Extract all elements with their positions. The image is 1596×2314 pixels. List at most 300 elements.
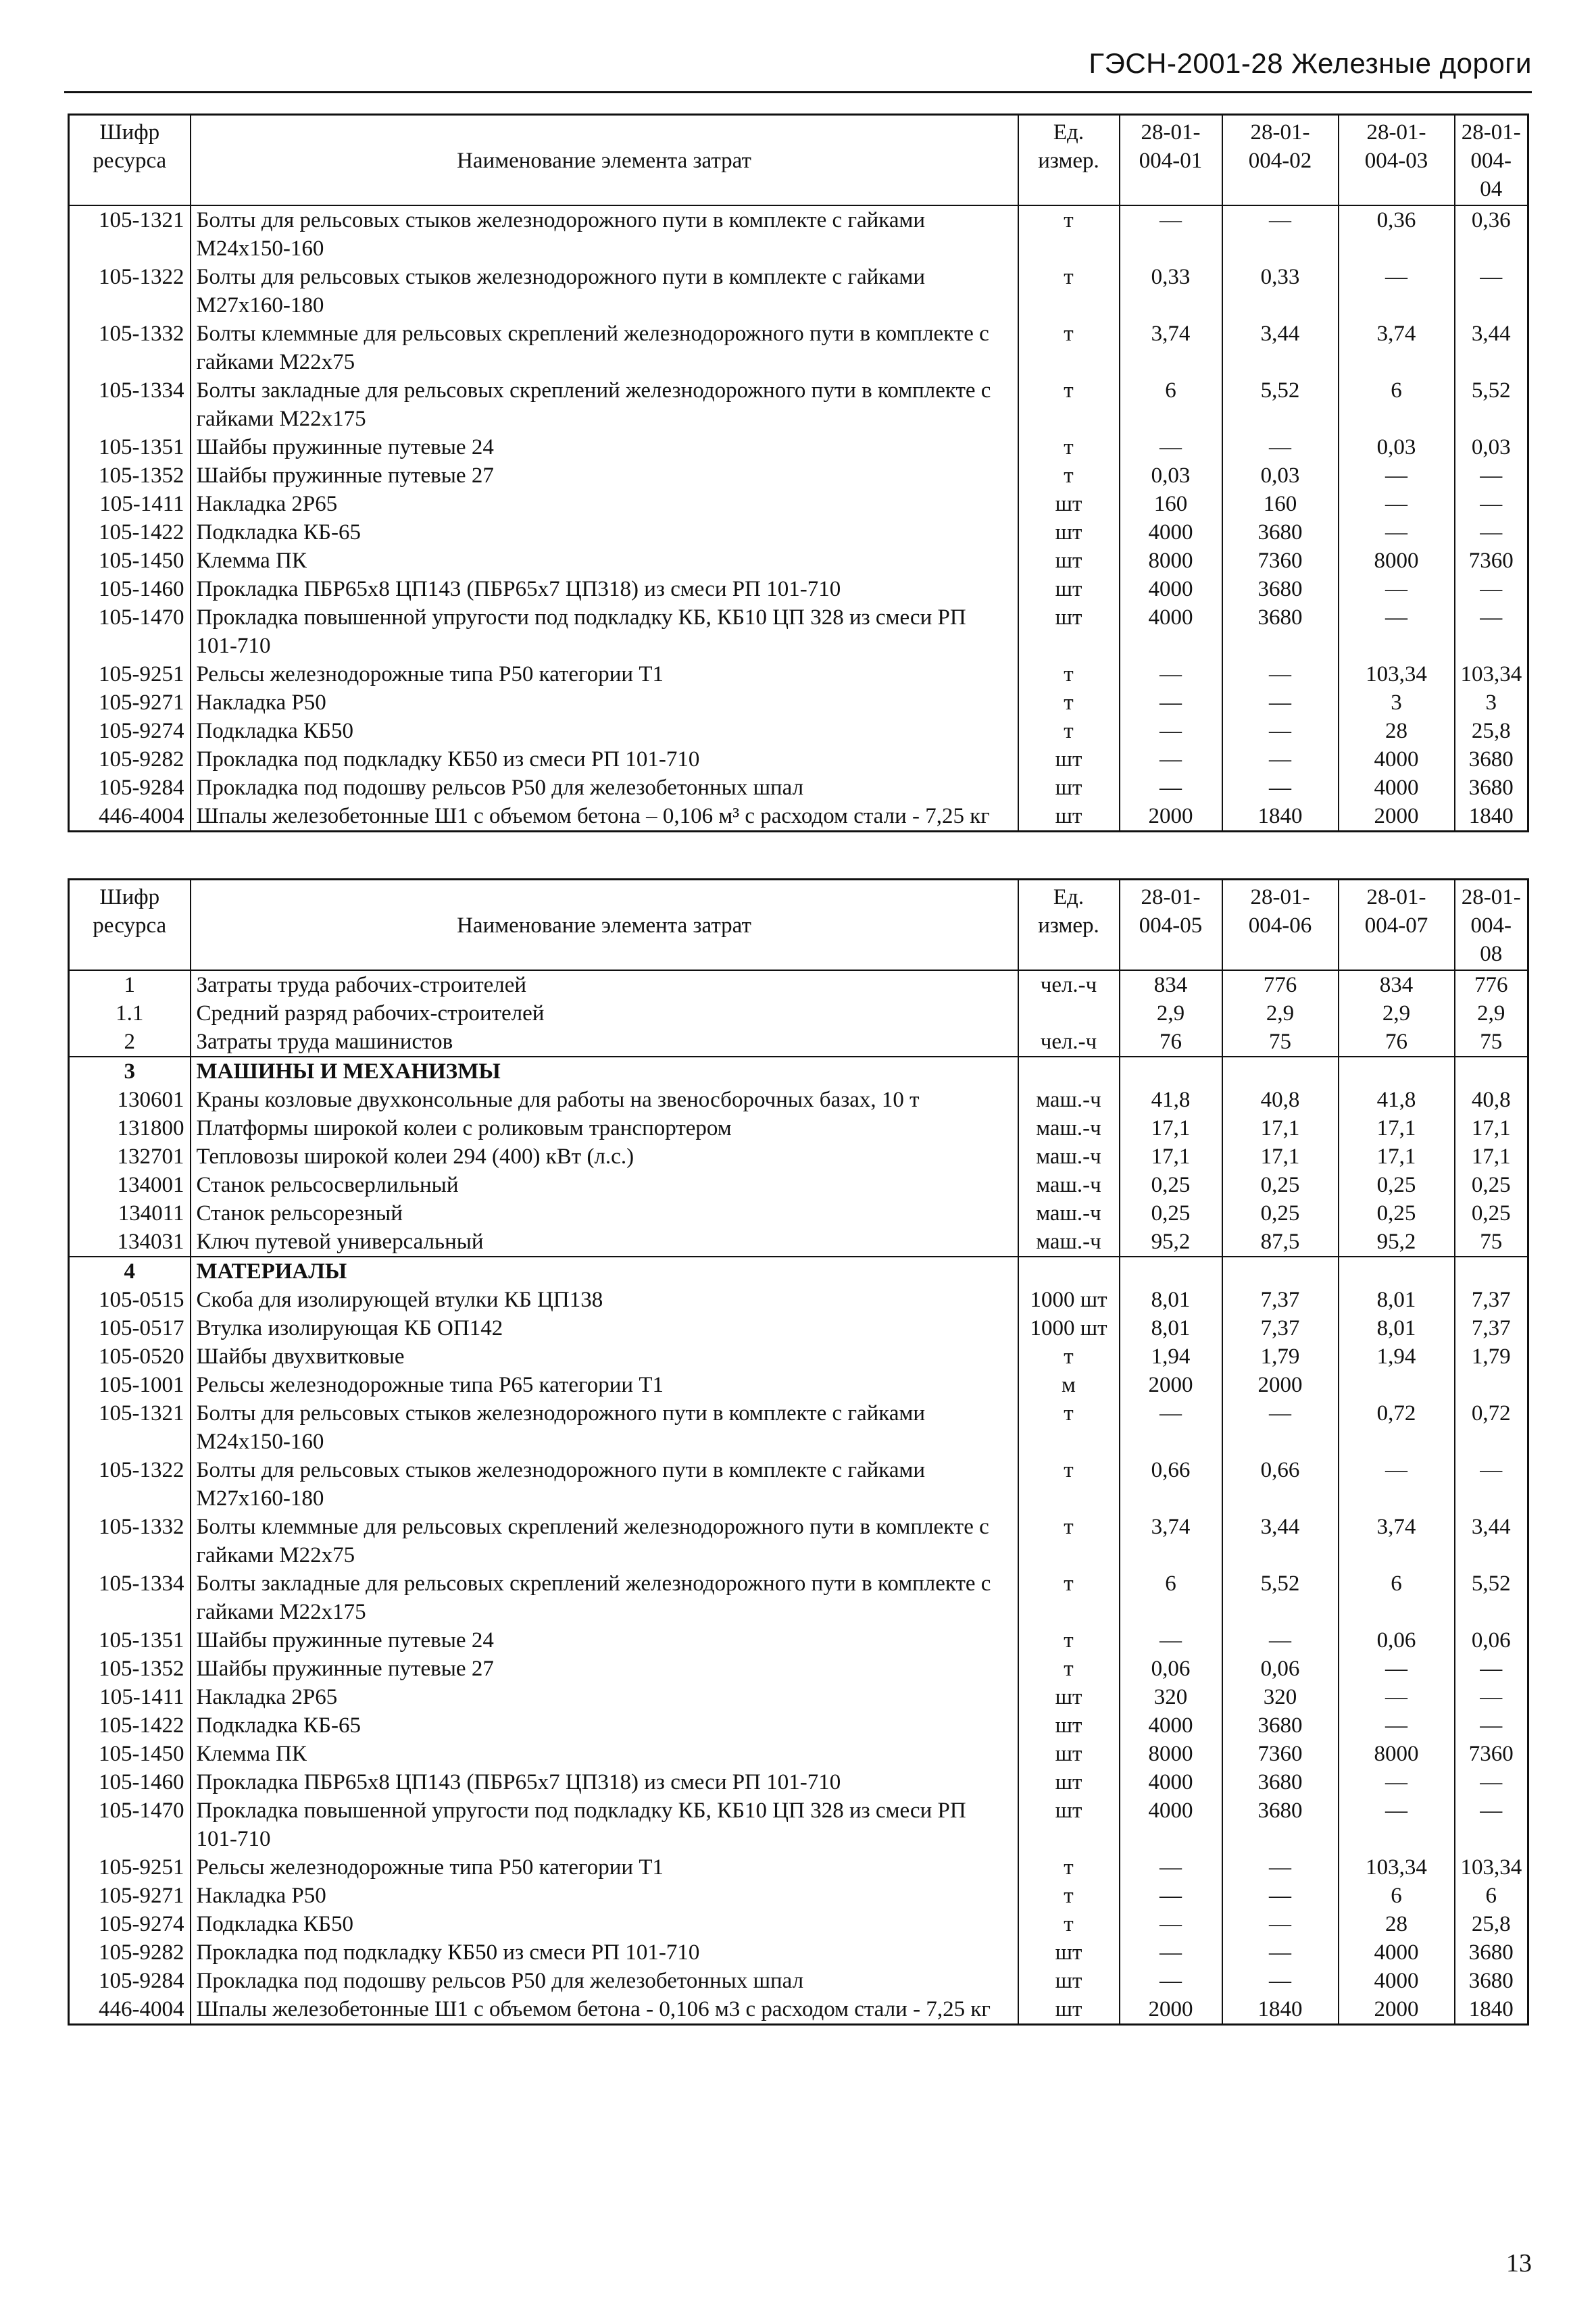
cell-value-4: 3680 bbox=[1455, 1967, 1528, 1995]
cell-value-2: 17,1 bbox=[1222, 1142, 1339, 1171]
cell-value-4: 776 bbox=[1455, 970, 1528, 999]
cell-value-2: — bbox=[1222, 1399, 1339, 1456]
cell-value-1: 2000 bbox=[1120, 1371, 1222, 1399]
cell-value-3 bbox=[1339, 1371, 1455, 1399]
cell-value-4: 3,44 bbox=[1455, 1513, 1528, 1569]
header-code: Шифр ресурса bbox=[69, 880, 191, 971]
cell-value-4: 0,25 bbox=[1455, 1171, 1528, 1199]
cell-unit: 1000 шт bbox=[1018, 1286, 1120, 1314]
cell-value-3: 2000 bbox=[1339, 802, 1455, 832]
cell-unit: т bbox=[1018, 1655, 1120, 1683]
header-col-1: 28-01- 004-01 bbox=[1120, 115, 1222, 206]
cell-code: 105-9271 bbox=[69, 688, 191, 717]
cell-unit bbox=[1018, 1257, 1120, 1286]
cell-value-1: 4000 bbox=[1120, 1711, 1222, 1740]
table-row bbox=[69, 320, 1528, 376]
cell-name: Скоба для изолирующей втулки КБ ЦП138 bbox=[191, 1286, 1018, 1314]
cell-value-3: 6 bbox=[1339, 376, 1455, 433]
cell-value-2: 0,03 bbox=[1222, 461, 1339, 490]
table-row bbox=[69, 1257, 1528, 1286]
cell-value-4 bbox=[1455, 1257, 1528, 1286]
cell-value-1: 8000 bbox=[1120, 547, 1222, 575]
cell-value-4: — bbox=[1455, 263, 1528, 320]
cell-unit bbox=[1018, 999, 1120, 1028]
cell-unit: маш.-ч bbox=[1018, 1171, 1120, 1199]
cell-value-2: 75 bbox=[1222, 1028, 1339, 1057]
cell-name: Клемма ПК bbox=[191, 547, 1018, 575]
cell-value-3: 2000 bbox=[1339, 1995, 1455, 2025]
cell-value-2: 0,06 bbox=[1222, 1655, 1339, 1683]
cell-value-2: 3680 bbox=[1222, 518, 1339, 547]
table-row bbox=[69, 1114, 1528, 1142]
header-rule bbox=[64, 91, 1532, 93]
cell-name: Болты клеммные для рельсовых скреплений железнодорожного пути в комплекте с гайками М22х75 bbox=[191, 1513, 1018, 1569]
table-row bbox=[69, 433, 1528, 461]
cell-value-2: 7,37 bbox=[1222, 1314, 1339, 1342]
cell-value-3: — bbox=[1339, 1655, 1455, 1683]
cell-unit: т bbox=[1018, 1853, 1120, 1882]
cell-value-4: 3680 bbox=[1455, 745, 1528, 774]
cell-value-1: 3,74 bbox=[1120, 1513, 1222, 1569]
cell-code: 105-1450 bbox=[69, 547, 191, 575]
cell-value-2: 3680 bbox=[1222, 1796, 1339, 1853]
cell-value-3: — bbox=[1339, 575, 1455, 603]
cell-value-3: — bbox=[1339, 603, 1455, 660]
cell-value-1: 0,25 bbox=[1120, 1171, 1222, 1199]
cell-code: 134011 bbox=[69, 1199, 191, 1228]
cell-code: 446-4004 bbox=[69, 1995, 191, 2025]
cell-name: Накладка Р50 bbox=[191, 1882, 1018, 1910]
table-row bbox=[69, 461, 1528, 490]
cell-value-4: 103,34 bbox=[1455, 660, 1528, 688]
table-row bbox=[69, 518, 1528, 547]
cell-value-4: 7,37 bbox=[1455, 1314, 1528, 1342]
cell-code: 105-9274 bbox=[69, 1910, 191, 1938]
cell-value-2: — bbox=[1222, 745, 1339, 774]
cell-value-4: 5,52 bbox=[1455, 1569, 1528, 1626]
cell-value-3: 4000 bbox=[1339, 745, 1455, 774]
cell-unit: т bbox=[1018, 1513, 1120, 1569]
cell-value-1: 8000 bbox=[1120, 1740, 1222, 1768]
cell-value-4: 40,8 bbox=[1455, 1086, 1528, 1114]
cell-unit: шт bbox=[1018, 1967, 1120, 1995]
cell-code: 105-1352 bbox=[69, 1655, 191, 1683]
cell-name: Шайбы пружинные путевые 24 bbox=[191, 433, 1018, 461]
cell-value-2: 7,37 bbox=[1222, 1286, 1339, 1314]
cell-unit: т bbox=[1018, 1626, 1120, 1655]
cell-name: Прокладка ПБР65х8 ЦП143 (ПБР65х7 ЦП318) из смеси РП 101-710 bbox=[191, 575, 1018, 603]
cell-value-3: 4000 bbox=[1339, 774, 1455, 802]
cell-value-2: 5,52 bbox=[1222, 376, 1339, 433]
cell-value-3: 41,8 bbox=[1339, 1086, 1455, 1114]
header-col-3: 28-01- 004-03 bbox=[1339, 115, 1455, 206]
cell-value-4: 1840 bbox=[1455, 1995, 1528, 2025]
cell-unit: шт bbox=[1018, 575, 1120, 603]
cell-value-3: — bbox=[1339, 1456, 1455, 1513]
cell-value-3: 3 bbox=[1339, 688, 1455, 717]
cell-unit: шт bbox=[1018, 603, 1120, 660]
resource-table-1 bbox=[68, 114, 1529, 832]
cell-code: 2 bbox=[69, 1028, 191, 1057]
cell-code: 105-1332 bbox=[69, 320, 191, 376]
cell-code: 105-1460 bbox=[69, 575, 191, 603]
cell-code: 1 bbox=[69, 970, 191, 999]
cell-name: Подкладка КБ-65 bbox=[191, 1711, 1018, 1740]
cell-value-4: 17,1 bbox=[1455, 1142, 1528, 1171]
cell-name: Прокладка повышенной упругости под подкладку КБ, КБ10 ЦП 328 из смеси РП 101-710 bbox=[191, 1796, 1018, 1853]
cell-code: 105-1332 bbox=[69, 1513, 191, 1569]
cell-value-3: 3,74 bbox=[1339, 1513, 1455, 1569]
header-col-4: 28-01- 004-08 bbox=[1455, 880, 1528, 971]
cell-unit: маш.-ч bbox=[1018, 1199, 1120, 1228]
cell-value-1: — bbox=[1120, 688, 1222, 717]
cell-name: Накладка 2Р65 bbox=[191, 490, 1018, 518]
cell-code: 105-0517 bbox=[69, 1314, 191, 1342]
cell-value-1: 320 bbox=[1120, 1683, 1222, 1711]
cell-value-4: 7360 bbox=[1455, 547, 1528, 575]
cell-value-3: 103,34 bbox=[1339, 1853, 1455, 1882]
cell-code: 105-9271 bbox=[69, 1882, 191, 1910]
cell-code: 132701 bbox=[69, 1142, 191, 1171]
table-row bbox=[69, 376, 1528, 433]
cell-value-4 bbox=[1455, 1057, 1528, 1086]
cell-value-4: 0,03 bbox=[1455, 433, 1528, 461]
table-row bbox=[69, 490, 1528, 518]
cell-value-2: — bbox=[1222, 1882, 1339, 1910]
cell-unit: т bbox=[1018, 205, 1120, 263]
cell-value-3: 0,36 bbox=[1339, 205, 1455, 263]
cell-value-1: 0,66 bbox=[1120, 1456, 1222, 1513]
cell-unit: шт bbox=[1018, 1768, 1120, 1796]
cell-value-1: — bbox=[1120, 1938, 1222, 1967]
header-col-3: 28-01- 004-07 bbox=[1339, 880, 1455, 971]
cell-value-2: — bbox=[1222, 717, 1339, 745]
header-code: Шифр ресурса bbox=[69, 115, 191, 206]
table-row bbox=[69, 999, 1528, 1028]
cell-name: Болты для рельсовых стыков железнодорожного пути в комплекте с гайками М24х150-160 bbox=[191, 205, 1018, 263]
cell-value-3: 3,74 bbox=[1339, 320, 1455, 376]
cell-value-2: 3,44 bbox=[1222, 320, 1339, 376]
cell-name: Прокладка под подкладку КБ50 из смеси РП 101-710 bbox=[191, 745, 1018, 774]
cell-code: 105-1322 bbox=[69, 1456, 191, 1513]
cell-value-4: 3680 bbox=[1455, 1938, 1528, 1967]
cell-code: 105-9282 bbox=[69, 1938, 191, 1967]
cell-value-4: 5,52 bbox=[1455, 376, 1528, 433]
cell-value-1: — bbox=[1120, 1882, 1222, 1910]
cell-value-1: 2000 bbox=[1120, 802, 1222, 832]
cell-name: Краны козловые двухконсольные для работы на звеносборочных базах, 10 т bbox=[191, 1086, 1018, 1114]
cell-value-2: 3680 bbox=[1222, 575, 1339, 603]
cell-value-3: 4000 bbox=[1339, 1967, 1455, 1995]
cell-value-4: — bbox=[1455, 1683, 1528, 1711]
cell-value-4: 0,36 bbox=[1455, 205, 1528, 263]
cell-code: 131800 bbox=[69, 1114, 191, 1142]
table-row bbox=[69, 1768, 1528, 1796]
cell-value-4: 3680 bbox=[1455, 774, 1528, 802]
cell-value-3: 2,9 bbox=[1339, 999, 1455, 1028]
cell-value-4: 3,44 bbox=[1455, 320, 1528, 376]
cell-name: Платформы широкой колеи с роликовым транспортером bbox=[191, 1114, 1018, 1142]
cell-name: Накладка Р50 bbox=[191, 688, 1018, 717]
cell-value-2: 776 bbox=[1222, 970, 1339, 999]
table-row bbox=[69, 1796, 1528, 1853]
cell-value-4: — bbox=[1455, 1456, 1528, 1513]
cell-value-3: 0,72 bbox=[1339, 1399, 1455, 1456]
table-row bbox=[69, 717, 1528, 745]
header-unit: Ед. измер. bbox=[1018, 115, 1120, 206]
table-row bbox=[69, 1086, 1528, 1114]
cell-code: 105-1470 bbox=[69, 603, 191, 660]
table-row bbox=[69, 1456, 1528, 1513]
cell-value-3: 8000 bbox=[1339, 547, 1455, 575]
cell-unit: т bbox=[1018, 433, 1120, 461]
cell-unit: шт bbox=[1018, 802, 1120, 832]
cell-unit: т bbox=[1018, 1399, 1120, 1456]
cell-value-4: 75 bbox=[1455, 1028, 1528, 1057]
cell-value-4: 2,9 bbox=[1455, 999, 1528, 1028]
cell-value-2: 0,25 bbox=[1222, 1199, 1339, 1228]
cell-name: МАТЕРИАЛЫ bbox=[191, 1257, 1018, 1286]
cell-code: 105-1334 bbox=[69, 376, 191, 433]
cell-value-1: — bbox=[1120, 205, 1222, 263]
cell-code: 4 bbox=[69, 1257, 191, 1286]
cell-value-1: 6 bbox=[1120, 376, 1222, 433]
cell-value-1: 2000 bbox=[1120, 1995, 1222, 2025]
table-row bbox=[69, 263, 1528, 320]
cell-value-1: — bbox=[1120, 660, 1222, 688]
cell-value-3: 6 bbox=[1339, 1569, 1455, 1626]
cell-code: 105-9251 bbox=[69, 1853, 191, 1882]
cell-name: Станок рельсорезный bbox=[191, 1199, 1018, 1228]
cell-value-3: 0,25 bbox=[1339, 1171, 1455, 1199]
table-row bbox=[69, 1513, 1528, 1569]
cell-value-2: 160 bbox=[1222, 490, 1339, 518]
cell-value-4: — bbox=[1455, 518, 1528, 547]
cell-value-4: 3 bbox=[1455, 688, 1528, 717]
cell-name: Ключ путевой универсальный bbox=[191, 1228, 1018, 1257]
cell-value-1: 4000 bbox=[1120, 518, 1222, 547]
header-name: Наименование элемента затрат bbox=[191, 115, 1018, 206]
cell-value-1: 95,2 bbox=[1120, 1228, 1222, 1257]
table-row bbox=[69, 603, 1528, 660]
cell-name: Станок рельсосверлильный bbox=[191, 1171, 1018, 1199]
cell-value-2: 0,66 bbox=[1222, 1456, 1339, 1513]
table-row bbox=[69, 1569, 1528, 1626]
cell-value-2: — bbox=[1222, 774, 1339, 802]
cell-value-3 bbox=[1339, 1257, 1455, 1286]
cell-value-4: 25,8 bbox=[1455, 1910, 1528, 1938]
cell-value-1: — bbox=[1120, 774, 1222, 802]
cell-code: 105-0515 bbox=[69, 1286, 191, 1314]
cell-unit: маш.-ч bbox=[1018, 1086, 1120, 1114]
table-row bbox=[69, 1655, 1528, 1683]
table-row bbox=[69, 1142, 1528, 1171]
cell-value-4: 7,37 bbox=[1455, 1286, 1528, 1314]
cell-value-3: — bbox=[1339, 518, 1455, 547]
cell-value-1: — bbox=[1120, 1626, 1222, 1655]
cell-code: 105-1450 bbox=[69, 1740, 191, 1768]
cell-unit: шт bbox=[1018, 518, 1120, 547]
cell-value-1: 3,74 bbox=[1120, 320, 1222, 376]
cell-value-1: — bbox=[1120, 433, 1222, 461]
cell-value-2: 3680 bbox=[1222, 1711, 1339, 1740]
cell-code: 1.1 bbox=[69, 999, 191, 1028]
cell-name: Шайбы пружинные путевые 27 bbox=[191, 461, 1018, 490]
cell-name: Прокладка повышенной упругости под подкладку КБ, КБ10 ЦП 328 из смеси РП 101-710 bbox=[191, 603, 1018, 660]
cell-value-3: 0,06 bbox=[1339, 1626, 1455, 1655]
cell-name: Рельсы железнодорожные типа Р65 категории Т1 bbox=[191, 1371, 1018, 1399]
cell-value-4: 0,72 bbox=[1455, 1399, 1528, 1456]
cell-value-2: — bbox=[1222, 1938, 1339, 1967]
cell-code: 130601 bbox=[69, 1086, 191, 1114]
cell-value-2: 2,9 bbox=[1222, 999, 1339, 1028]
cell-value-4: 17,1 bbox=[1455, 1114, 1528, 1142]
cell-value-1: 834 bbox=[1120, 970, 1222, 999]
cell-unit: т bbox=[1018, 717, 1120, 745]
table-row bbox=[69, 1057, 1528, 1086]
cell-unit bbox=[1018, 1057, 1120, 1086]
cell-value-4: 0,25 bbox=[1455, 1199, 1528, 1228]
cell-code: 105-1460 bbox=[69, 1768, 191, 1796]
cell-unit: т bbox=[1018, 1569, 1120, 1626]
table-row bbox=[69, 660, 1528, 688]
cell-unit: шт bbox=[1018, 745, 1120, 774]
cell-code: 105-1001 bbox=[69, 1371, 191, 1399]
cell-unit: т bbox=[1018, 376, 1120, 433]
cell-value-3: — bbox=[1339, 461, 1455, 490]
cell-value-4: 75 bbox=[1455, 1228, 1528, 1257]
cell-value-1 bbox=[1120, 1057, 1222, 1086]
cell-value-2: 5,52 bbox=[1222, 1569, 1339, 1626]
cell-value-2: 0,33 bbox=[1222, 263, 1339, 320]
cell-code: 105-1321 bbox=[69, 1399, 191, 1456]
cell-value-3: 8,01 bbox=[1339, 1286, 1455, 1314]
cell-unit: м bbox=[1018, 1371, 1120, 1399]
cell-unit: маш.-ч bbox=[1018, 1142, 1120, 1171]
cell-value-1: — bbox=[1120, 1967, 1222, 1995]
cell-unit: шт bbox=[1018, 1796, 1120, 1853]
cell-name: Шпалы железобетонные Ш1 с объемом бетона - 0,106 м3 с расходом стали - 7,25 кг bbox=[191, 1995, 1018, 2025]
table-row bbox=[69, 1286, 1528, 1314]
cell-unit: маш.-ч bbox=[1018, 1114, 1120, 1142]
cell-unit: т bbox=[1018, 263, 1120, 320]
header-col-4: 28-01- 004-04 bbox=[1455, 115, 1528, 206]
cell-value-4: 7360 bbox=[1455, 1740, 1528, 1768]
table-row bbox=[69, 1342, 1528, 1371]
cell-name: Болты закладные для рельсовых скреплений железнодорожного пути в комплекте с гайками М22х175 bbox=[191, 1569, 1018, 1626]
cell-unit: т bbox=[1018, 1456, 1120, 1513]
cell-value-3: 4000 bbox=[1339, 1938, 1455, 1967]
cell-name: Втулка изолирующая КБ ОП142 bbox=[191, 1314, 1018, 1342]
cell-unit: т bbox=[1018, 660, 1120, 688]
cell-value-3: 8,01 bbox=[1339, 1314, 1455, 1342]
table-row bbox=[69, 575, 1528, 603]
cell-value-1: 0,03 bbox=[1120, 461, 1222, 490]
table-row bbox=[69, 1995, 1528, 2025]
cell-value-2: — bbox=[1222, 433, 1339, 461]
cell-code: 105-1321 bbox=[69, 205, 191, 263]
cell-code: 105-1411 bbox=[69, 1683, 191, 1711]
cell-value-1: 4000 bbox=[1120, 1768, 1222, 1796]
cell-value-3: 1,94 bbox=[1339, 1342, 1455, 1371]
cell-code: 105-1322 bbox=[69, 263, 191, 320]
cell-value-4: — bbox=[1455, 490, 1528, 518]
cell-unit: т bbox=[1018, 320, 1120, 376]
cell-value-1: 17,1 bbox=[1120, 1142, 1222, 1171]
cell-unit: шт bbox=[1018, 1938, 1120, 1967]
cell-value-3: 28 bbox=[1339, 717, 1455, 745]
cell-name: Подкладка КБ50 bbox=[191, 1910, 1018, 1938]
cell-name: Болты для рельсовых стыков железнодорожного пути в комплекте с гайками М24х150-160 bbox=[191, 1399, 1018, 1456]
cell-unit: чел.-ч bbox=[1018, 970, 1120, 999]
cell-name: Затраты труда рабочих-строителей bbox=[191, 970, 1018, 999]
cell-code: 105-1351 bbox=[69, 1626, 191, 1655]
table-row bbox=[69, 205, 1528, 263]
cell-code: 446-4004 bbox=[69, 802, 191, 832]
cell-value-3: 8000 bbox=[1339, 1740, 1455, 1768]
resource-table-2 bbox=[68, 878, 1529, 2026]
cell-code: 105-9274 bbox=[69, 717, 191, 745]
cell-value-2: 0,25 bbox=[1222, 1171, 1339, 1199]
cell-name: Подкладка КБ-65 bbox=[191, 518, 1018, 547]
cell-unit: шт bbox=[1018, 774, 1120, 802]
cell-value-3: 0,03 bbox=[1339, 433, 1455, 461]
cell-value-3: — bbox=[1339, 1711, 1455, 1740]
cell-value-3: 103,34 bbox=[1339, 660, 1455, 688]
cell-unit: шт bbox=[1018, 1711, 1120, 1740]
table-row bbox=[69, 970, 1528, 999]
cell-unit: чел.-ч bbox=[1018, 1028, 1120, 1057]
cell-value-2: — bbox=[1222, 660, 1339, 688]
cell-name: Прокладка ПБР65х8 ЦП143 (ПБР65х7 ЦП318) из смеси РП 101-710 bbox=[191, 1768, 1018, 1796]
cell-name: Средний разряд рабочих-строителей bbox=[191, 999, 1018, 1028]
cell-value-4: 1840 bbox=[1455, 802, 1528, 832]
cell-code: 134001 bbox=[69, 1171, 191, 1199]
table-row bbox=[69, 1938, 1528, 1967]
cell-name: Прокладка под подошву рельсов Р50 для железобетонных шпал bbox=[191, 774, 1018, 802]
cell-value-2: — bbox=[1222, 688, 1339, 717]
cell-value-4 bbox=[1455, 1371, 1528, 1399]
cell-value-2: — bbox=[1222, 1626, 1339, 1655]
cell-value-2: 1,79 bbox=[1222, 1342, 1339, 1371]
cell-unit: т bbox=[1018, 461, 1120, 490]
cell-value-3: 17,1 bbox=[1339, 1142, 1455, 1171]
cell-value-2: 3680 bbox=[1222, 603, 1339, 660]
cell-unit: маш.-ч bbox=[1018, 1228, 1120, 1257]
page-number: 13 bbox=[1506, 2249, 1532, 2278]
cell-code: 105-1352 bbox=[69, 461, 191, 490]
cell-value-2: 7360 bbox=[1222, 547, 1339, 575]
cell-value-4: — bbox=[1455, 1768, 1528, 1796]
table-row bbox=[69, 1910, 1528, 1938]
cell-value-2: — bbox=[1222, 1853, 1339, 1882]
cell-code: 105-9251 bbox=[69, 660, 191, 688]
cell-value-1: 4000 bbox=[1120, 1796, 1222, 1853]
cell-value-4: 6 bbox=[1455, 1882, 1528, 1910]
table-row bbox=[69, 688, 1528, 717]
cell-name: Болты клеммные для рельсовых скреплений железнодорожного пути в комплекте с гайками М22х75 bbox=[191, 320, 1018, 376]
cell-value-2: — bbox=[1222, 205, 1339, 263]
cell-value-2: 3680 bbox=[1222, 1768, 1339, 1796]
cell-value-1: 0,06 bbox=[1120, 1655, 1222, 1683]
cell-value-1: — bbox=[1120, 1399, 1222, 1456]
cell-value-1: 17,1 bbox=[1120, 1114, 1222, 1142]
table-row bbox=[69, 547, 1528, 575]
table-row bbox=[69, 802, 1528, 832]
cell-value-1: — bbox=[1120, 745, 1222, 774]
cell-unit: шт bbox=[1018, 1683, 1120, 1711]
cell-name: Шпалы железобетонные Ш1 с объемом бетона – 0,106 м³ с расходом стали - 7,25 кг bbox=[191, 802, 1018, 832]
